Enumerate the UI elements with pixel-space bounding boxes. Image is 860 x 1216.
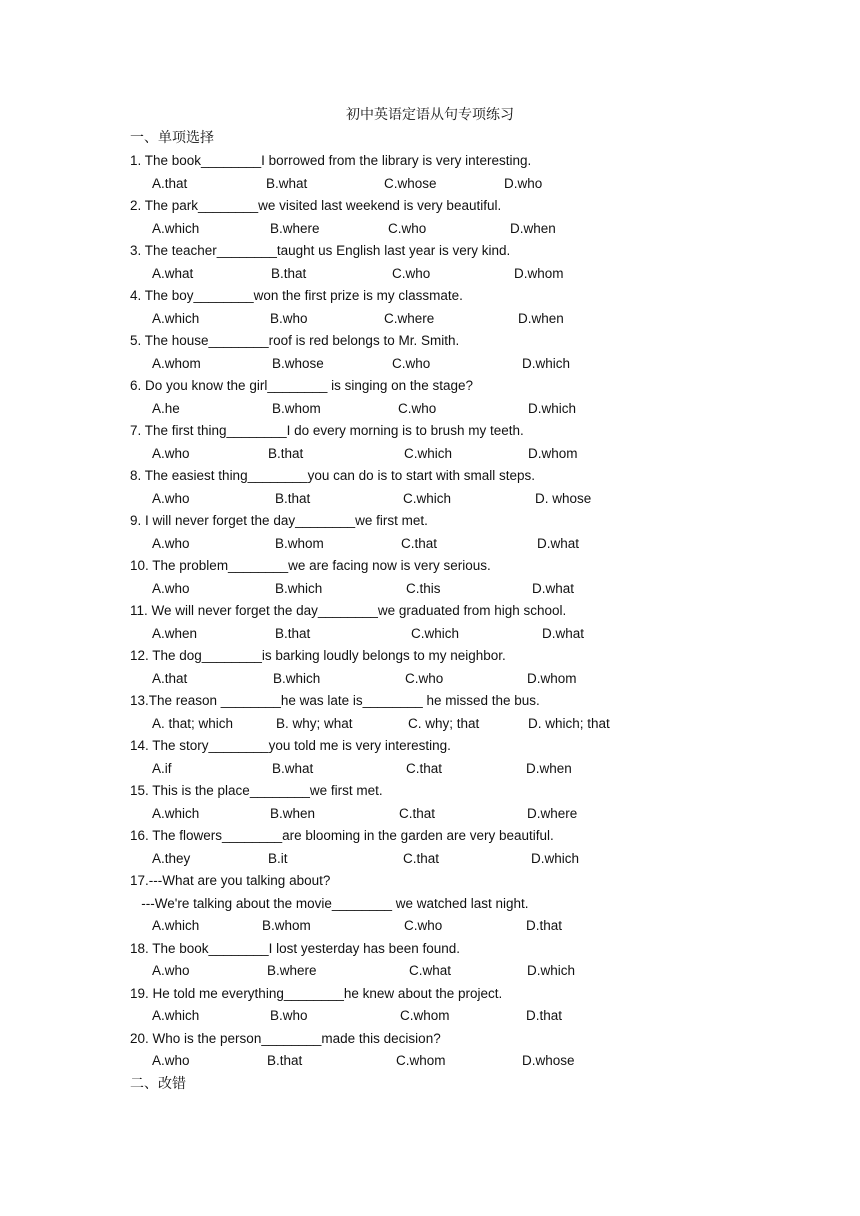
- answer-option: D.which: [528, 400, 577, 416]
- answer-option: C.whom: [396, 1053, 446, 1068]
- answer-option: D. whose: [535, 490, 592, 506]
- answer-option: B.who: [270, 1008, 308, 1023]
- question-stem: 18. The book________I lost yesterday has been found.: [130, 940, 460, 956]
- answer-option: B.which: [275, 580, 323, 596]
- question-stem: 4. The boy________won the first prize is my classmate.: [130, 288, 463, 303]
- answer-option: D.whom: [528, 445, 578, 461]
- answer-option: A.if: [152, 760, 172, 776]
- question-stem: 12. The dog________is barking loudly belongs to my neighbor.: [130, 648, 506, 663]
- answer-option: B.whom: [275, 535, 324, 551]
- answer-option: A.he: [152, 400, 180, 416]
- answer-option: B.what: [266, 175, 308, 191]
- question-stem: 14. The story________you told me is very interesting.: [130, 738, 451, 753]
- answer-option: A.which: [152, 1008, 200, 1023]
- answer-option: B.whose: [272, 355, 324, 371]
- answer-option: D.when: [510, 220, 556, 236]
- answer-option: C.that: [399, 805, 436, 821]
- answer-option: B.who: [270, 310, 308, 326]
- answer-option: D.which: [531, 850, 580, 866]
- answer-option: A.what: [152, 265, 194, 281]
- answer-option: A.which: [152, 918, 200, 933]
- question-stem: 1. The book________I borrowed from the library is very interesting.: [130, 153, 532, 168]
- question-stem: 5. The house________roof is red belongs to Mr. Smith.: [130, 333, 460, 348]
- answer-option: B.that: [275, 625, 311, 641]
- answer-option: A. that; which: [152, 715, 234, 731]
- question-stem: 15. This is the place________we first met.: [130, 783, 383, 798]
- answer-option: A.which: [152, 310, 200, 326]
- question-stem: 9. I will never forget the day________we first met.: [130, 513, 428, 528]
- answer-option: C.who: [392, 265, 431, 281]
- answer-option: C.what: [409, 963, 452, 978]
- answer-option: C.who: [398, 400, 437, 416]
- answer-option: B.whom: [262, 918, 311, 933]
- question-stem: 11. We will never forget the day________we graduated from high school.: [130, 603, 567, 618]
- answer-option: A.they: [152, 850, 191, 866]
- answer-option: D. which; that: [528, 715, 610, 731]
- answer-option: C.this: [406, 580, 441, 596]
- question-stem: 16. The flowers________are blooming in the garden are very beautiful.: [130, 828, 554, 843]
- answer-option: B.where: [270, 220, 320, 236]
- answer-option: D.what: [542, 625, 585, 641]
- answer-option: A.who: [152, 1053, 190, 1068]
- answer-option: B.that: [267, 1053, 303, 1068]
- answer-option: D.that: [526, 1008, 563, 1023]
- question-stem: 2. The park________we visited last weekend is very beautiful.: [130, 198, 502, 213]
- answer-option: A.that: [152, 175, 188, 191]
- answer-option: A.that: [152, 670, 188, 686]
- answer-option: D.what: [532, 580, 575, 596]
- answer-option: B.where: [267, 963, 317, 978]
- answer-option: D.whose: [522, 1053, 575, 1068]
- page-title: 初中英语定语从句专项练习: [346, 107, 514, 123]
- question-stem: 13.The reason ________he was late is________ he missed the bus.: [130, 693, 540, 708]
- answer-option: B.which: [273, 670, 321, 686]
- answer-option: D.where: [527, 805, 578, 821]
- section-heading-multiple-choice: 一、单项选择: [130, 130, 214, 146]
- answer-option: C.that: [403, 850, 440, 866]
- answer-option: B. why; what: [276, 715, 353, 731]
- question-stem: 19. He told me everything________he knew about the project.: [130, 985, 503, 1001]
- answer-option: B.that: [271, 265, 307, 281]
- answer-option: A.who: [152, 535, 190, 551]
- answer-option: A.which: [152, 805, 200, 821]
- question-stem-continuation: ---We're talking about the movie________ we watched last night.: [130, 895, 529, 911]
- answer-option: B.that: [268, 445, 304, 461]
- answer-option: D.which: [522, 355, 571, 371]
- question-stem: 17.---What are you talking about?: [130, 873, 331, 888]
- section-heading-error-correction: 二、改错: [130, 1076, 186, 1092]
- answer-option: C.which: [403, 490, 452, 506]
- answer-option: C.that: [406, 760, 443, 776]
- question-stem: 10. The problem________we are facing now is very serious.: [130, 558, 491, 573]
- answer-option: B.it: [268, 850, 288, 866]
- question-stem: 3. The teacher________taught us English last year is very kind.: [130, 243, 511, 258]
- question-stem: 8. The easiest thing________you can do is to start with small steps.: [130, 468, 535, 483]
- answer-option: C.where: [384, 310, 435, 326]
- answer-option: D.who: [504, 175, 543, 191]
- answer-option: A.who: [152, 580, 190, 596]
- question-stem: 7. The first thing________I do every morning is to brush my teeth.: [130, 423, 524, 438]
- answer-option: D.whom: [527, 670, 577, 686]
- answer-option: A.who: [152, 445, 190, 461]
- answer-option: D.whom: [514, 265, 564, 281]
- answer-option: A.who: [152, 963, 190, 978]
- answer-option: C.who: [388, 220, 427, 236]
- answer-option: A.whom: [152, 355, 201, 371]
- answer-option: C.who: [392, 355, 431, 371]
- answer-option: D.which: [527, 963, 576, 978]
- answer-option: C.who: [405, 670, 444, 686]
- answer-option: D.when: [518, 310, 564, 326]
- answer-option: D.that: [526, 918, 563, 933]
- answer-option: D.what: [537, 535, 580, 551]
- answer-option: C. why; that: [408, 715, 480, 731]
- answer-option: C.whose: [384, 175, 437, 191]
- question-stem: 6. Do you know the girl________ is singing on the stage?: [130, 378, 473, 393]
- answer-option: B.whom: [272, 400, 321, 416]
- answer-option: A.which: [152, 220, 200, 236]
- answer-option: B.when: [270, 805, 316, 821]
- answer-option: A.when: [152, 625, 198, 641]
- answer-option: C.which: [411, 625, 460, 641]
- answer-option: C.which: [404, 445, 453, 461]
- answer-option: D.when: [526, 760, 572, 776]
- question-stem: 20. Who is the person________made this decision?: [130, 1030, 441, 1046]
- answer-option: C.whom: [400, 1008, 450, 1023]
- answer-option: B.that: [275, 490, 311, 506]
- answer-option: C.who: [404, 918, 443, 933]
- answer-option: B.what: [272, 760, 314, 776]
- answer-option: A.who: [152, 490, 190, 506]
- answer-option: C.that: [401, 535, 438, 551]
